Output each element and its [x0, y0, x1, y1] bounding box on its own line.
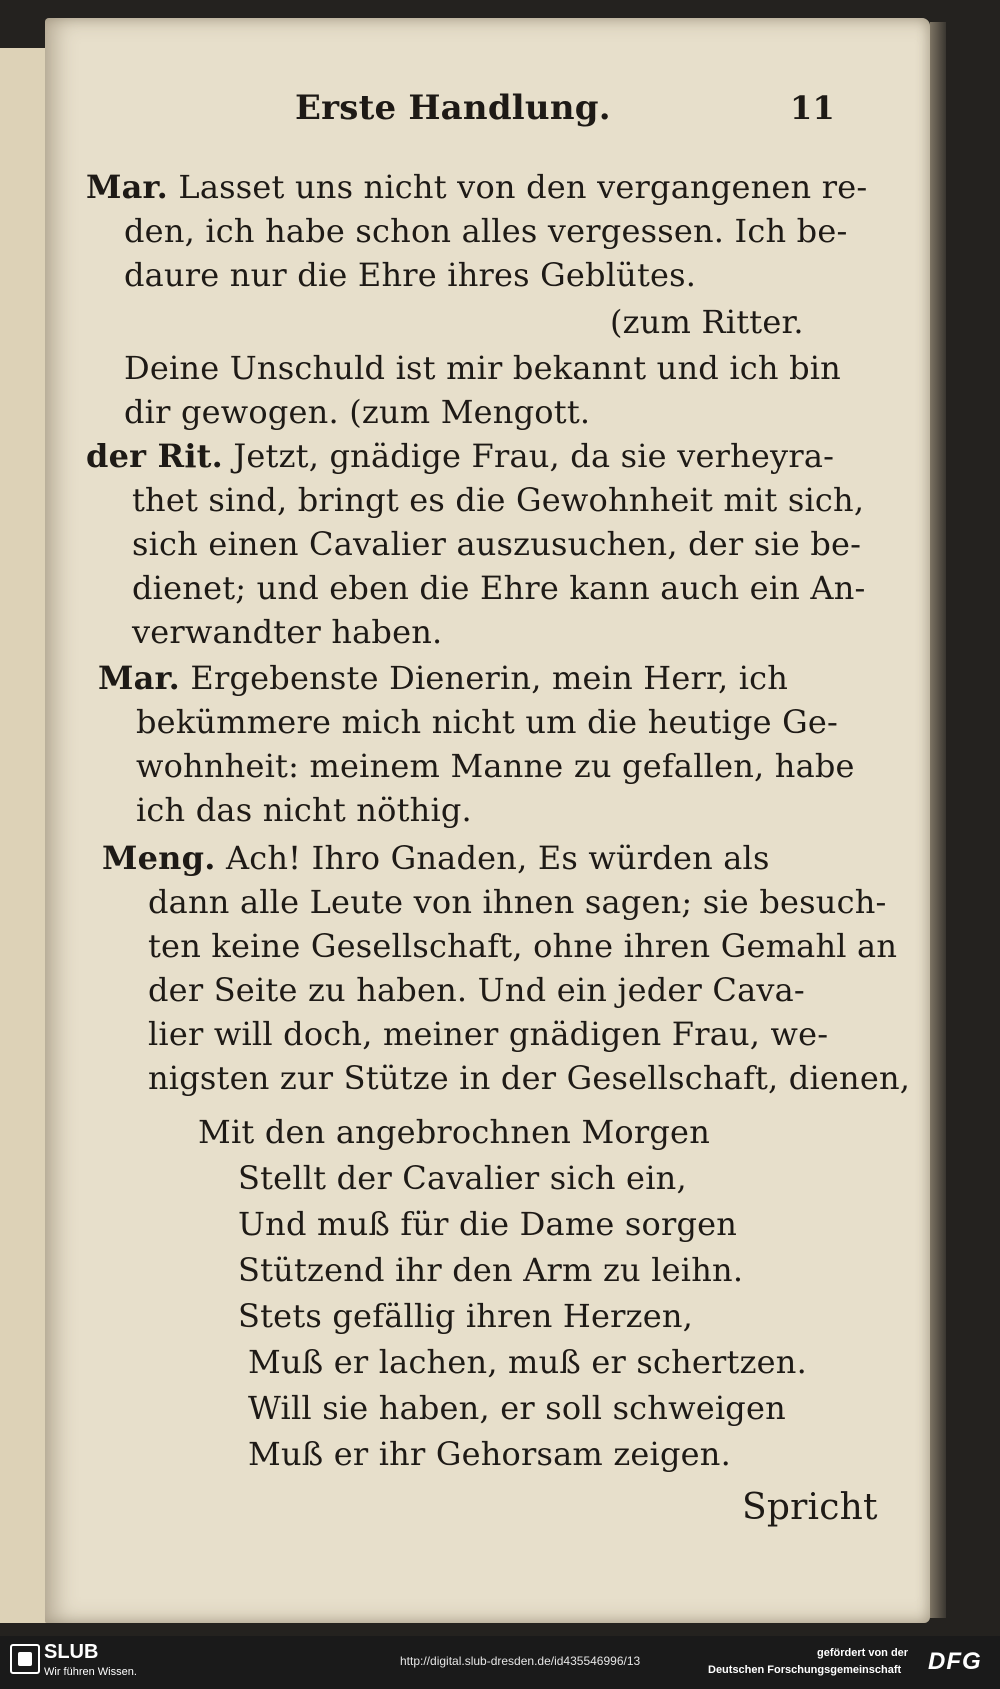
text-line: thet sind, bringt es die Gewohnheit mit sich, [132, 481, 865, 519]
text-line: Meng. Ach! Ihro Gnaden, Es würden als [102, 839, 770, 877]
text-line: sich einen Cavalier auszusuchen, der sie be- [132, 525, 862, 563]
verse-line: Mit den angebrochnen Morgen [198, 1113, 711, 1151]
verse-line: Muß er ihr Gehorsam zeigen. [248, 1435, 731, 1473]
funding-line-1: gefördert von der [817, 1647, 909, 1659]
text-line: der Seite zu haben. Und ein jeder Cava- [148, 971, 805, 1009]
stage-direction: (zum Ritter. [610, 303, 804, 341]
verse-line: Stellt der Cavalier sich ein, [238, 1159, 687, 1197]
speaker-label: Meng. [102, 839, 216, 877]
library-tagline: Wir führen Wissen. [44, 1666, 137, 1678]
text-line: dienet; und eben die Ehre kann auch ein An- [132, 569, 866, 607]
text-line: nigsten zur Stütze in der Gesellschaft, dienen, [148, 1059, 911, 1097]
page-number: 11 [790, 89, 835, 127]
running-header: Erste Handlung. [295, 88, 611, 128]
text-line: dir gewogen. (zum Mengott. [124, 393, 591, 431]
page-edge-shadow [930, 22, 946, 1618]
permalink[interactable]: http://digital.slub-dresden.de/id435546996/13 [400, 1654, 641, 1668]
speaker-label: der Rit. [86, 437, 224, 475]
text-line: lier will doch, meiner gnädigen Frau, we- [148, 1015, 829, 1053]
text-line: Deine Unschuld ist mir bekannt und ich bin [124, 349, 841, 387]
slub-logo-icon [10, 1644, 40, 1674]
verse-line: Stets gefällig ihren Herzen, [238, 1297, 694, 1335]
text-line: Mar. Lasset uns nicht von den vergangenen re- [86, 168, 868, 206]
text-line: den, ich habe schon alles vergessen. Ich be- [124, 212, 848, 250]
verse-line: Stützend ihr den Arm zu leihn. [238, 1251, 744, 1289]
catchword: Spricht [742, 1487, 878, 1528]
speaker-label: Mar. [98, 659, 181, 697]
library-name: SLUB [44, 1641, 99, 1663]
verse-line: Muß er lachen, muß er schertzen. [248, 1343, 807, 1381]
verse-line: Und muß für die Dame sorgen [238, 1205, 738, 1243]
text-line: Mar. Ergebenste Dienerin, mein Herr, ich [98, 659, 789, 697]
funding-line-2: Deutschen Forschungsgemeinschaft [708, 1664, 902, 1676]
verse-line: Will sie haben, er soll schweigen [248, 1389, 786, 1427]
text-line: dann alle Leute von ihnen sagen; sie besuch- [148, 883, 887, 921]
text-line: ten keine Gesellschaft, ohne ihren Gemahl an [148, 927, 898, 965]
text-line: ich das nicht nöthig. [136, 791, 472, 829]
footer-bar [0, 1636, 1000, 1689]
dfg-logo: DFG [928, 1648, 982, 1675]
speaker-label: Mar. [86, 168, 169, 206]
text-line: daure nur die Ehre ihres Geblütes. [124, 256, 697, 294]
text-line: bekümmere mich nicht um die heutige Ge- [136, 703, 839, 741]
text-line: der Rit. Jetzt, gnädige Frau, da sie verheyra- [86, 437, 835, 475]
text-line: verwandter haben. [132, 613, 443, 651]
text-line: wohnheit: meinem Manne zu gefallen, habe [136, 747, 855, 785]
